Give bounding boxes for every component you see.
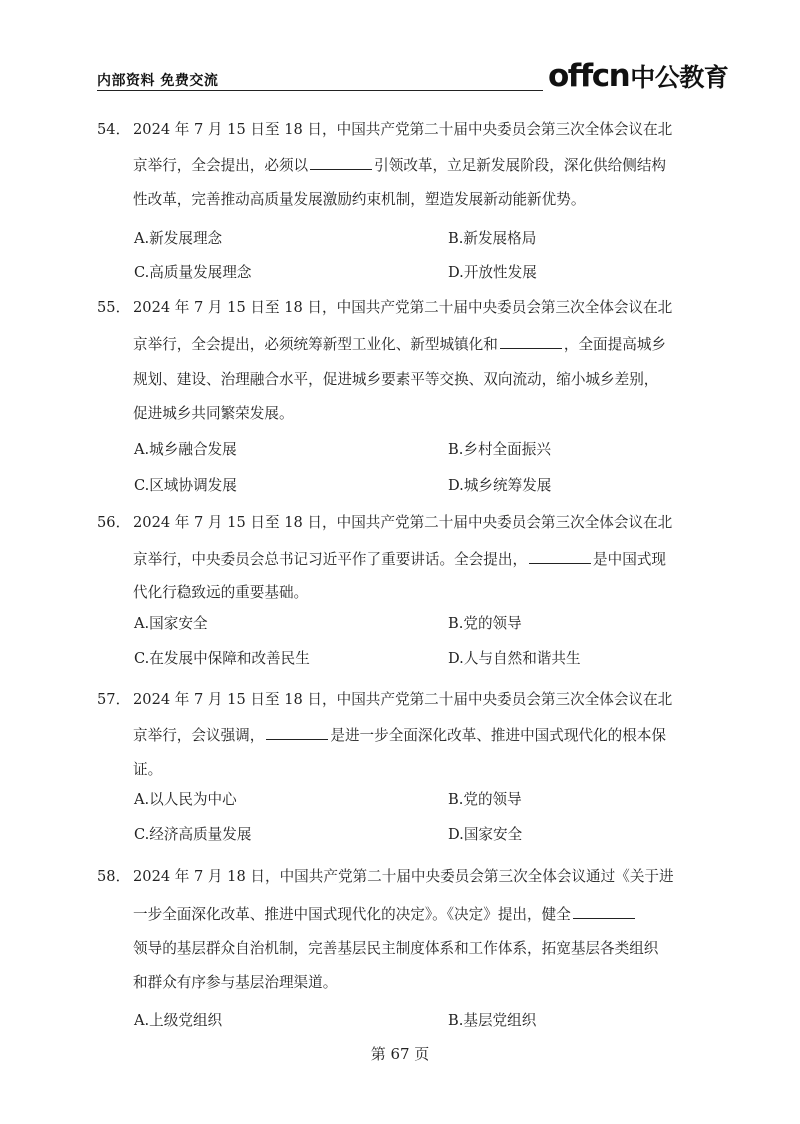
question-text-line: 2024 年 7 月 15 日至 18 日，中国共产党第二十届中央委员会第三次全体会议在北 bbox=[133, 514, 673, 531]
question-text-line: 京举行，全会提出，必须统筹新型工业化、新型城镇化和 ，全面提高城乡 bbox=[133, 336, 667, 353]
question-number: 54． bbox=[97, 121, 131, 138]
option-c[interactable]: C.在发展中保障和改善民生 bbox=[134, 650, 310, 667]
option-d[interactable]: D.城乡统筹发展 bbox=[448, 477, 552, 494]
question-text-line: 代化行稳致远的重要基础。 bbox=[133, 584, 309, 601]
page-number: 第 67 页 bbox=[370, 1045, 430, 1063]
question-text-line: 京举行，会议强调， 是进一步全面深化改革、推进中国式现代化的根本保 bbox=[133, 727, 667, 744]
option-a[interactable]: A.城乡融合发展 bbox=[134, 441, 237, 458]
question-text-line: 和群众有序参与基层治理渠道。 bbox=[133, 974, 338, 991]
question-text-line: 2024 年 7 月 15 日至 18 日，中国共产党第二十届中央委员会第三次全体会议在北 bbox=[133, 121, 673, 138]
option-b[interactable]: B.基层党组织 bbox=[448, 1012, 537, 1029]
question-text-line: 促进城乡共同繁荣发展。 bbox=[133, 405, 294, 422]
option-b[interactable]: B.党的领导 bbox=[448, 615, 522, 632]
header-label: 内部资料 免费交流 bbox=[97, 73, 219, 89]
question-text-line: 2024 年 7 月 18 日，中国共产党第二十届中央委员会第三次全体会议通过《关于进 bbox=[133, 868, 674, 885]
answer-blank bbox=[266, 725, 328, 740]
option-b[interactable]: B.乡村全面振兴 bbox=[448, 441, 551, 458]
answer-blank bbox=[310, 155, 372, 170]
question-number: 58． bbox=[97, 868, 131, 885]
question-number: 56． bbox=[97, 514, 131, 531]
question-number: 57． bbox=[97, 691, 131, 708]
question-text-line: 证。 bbox=[133, 761, 163, 778]
offcn-logo bbox=[548, 58, 728, 94]
question-text-line: 规划、建设、治理融合水平，促进城乡要素平等交换、双向流动，缩小城乡差别， bbox=[133, 371, 659, 388]
option-a[interactable]: A.上级党组织 bbox=[134, 1012, 223, 1029]
option-c[interactable]: C.经济高质量发展 bbox=[134, 826, 252, 843]
option-c[interactable]: C.高质量发展理念 bbox=[134, 264, 252, 281]
question-text-line: 2024 年 7 月 15 日至 18 日，中国共产党第二十届中央委员会第三次全体会议在北 bbox=[133, 691, 673, 708]
option-a[interactable]: A.以人民为中心 bbox=[134, 791, 237, 808]
question-text-line: 性改革，完善推动高质量发展激励约束机制，塑造发展新动能新优势。 bbox=[133, 191, 586, 208]
header-rule bbox=[97, 90, 543, 91]
question-number: 55． bbox=[97, 299, 131, 316]
question-text-line: 京举行，全会提出，必须以 引领改革，立足新发展阶段，深化供给侧结构 bbox=[133, 157, 667, 174]
logo-chinese-text: 中公教育 bbox=[630, 63, 729, 92]
question-text-line: 2024 年 7 月 15 日至 18 日，中国共产党第二十届中央委员会第三次全体会议在北 bbox=[133, 299, 673, 316]
option-b[interactable]: B.新发展格局 bbox=[448, 230, 537, 247]
question-text-line: 京举行，中央委员会总书记习近平作了重要讲话。全会提出， 是中国式现 bbox=[133, 551, 667, 568]
option-a[interactable]: A.国家安全 bbox=[134, 615, 208, 632]
option-c[interactable]: C.区域协调发展 bbox=[134, 477, 237, 494]
option-d[interactable]: D.开放性发展 bbox=[448, 264, 537, 281]
option-b[interactable]: B.党的领导 bbox=[448, 791, 522, 808]
answer-blank bbox=[500, 334, 562, 349]
option-d[interactable]: D.国家安全 bbox=[448, 826, 523, 843]
answer-blank bbox=[529, 549, 591, 564]
question-text-line: 一步全面深化改革、推进中国式现代化的决定》。《决定》提出，健全 bbox=[133, 904, 637, 925]
question-text-line: 领导的基层群众自治机制，完善基层民主制度体系和工作体系，拓宽基层各类组织 bbox=[133, 940, 659, 957]
answer-blank bbox=[573, 904, 635, 919]
logo-latin-text: offcn bbox=[548, 58, 630, 94]
option-d[interactable]: D.人与自然和谐共生 bbox=[448, 650, 581, 667]
option-a[interactable]: A.新发展理念 bbox=[134, 230, 223, 247]
